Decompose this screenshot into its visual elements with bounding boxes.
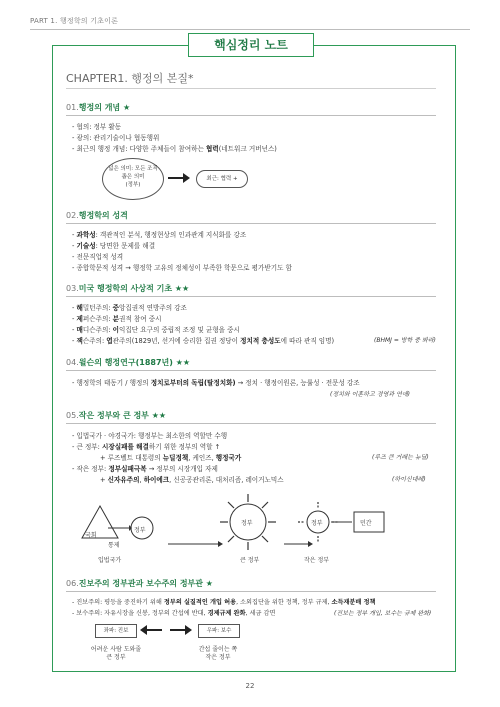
right-arrow-icon bbox=[170, 624, 192, 636]
section-5-mnemonic-1: (루즈 큰 거래는 뉴딜) bbox=[372, 454, 429, 461]
diagram-label-assembly: 국회 bbox=[85, 532, 97, 539]
section-4-rule bbox=[66, 370, 436, 371]
section-5-line-4: - 작은 정부: 정부실패극복 → 정부의 시장개입 자제 bbox=[72, 465, 218, 473]
ellipse-line-1: 넓은 의미: 모든 조직 bbox=[108, 166, 158, 172]
section-3-line-2: - 제퍼슨주의: 분권적 참여 중시 bbox=[72, 315, 162, 323]
section-4-title: 윌슨의 행정연구(1887년) ★★ bbox=[78, 358, 191, 367]
header-rule bbox=[30, 29, 470, 30]
diagram-label-gov-1: 정부 bbox=[134, 527, 146, 534]
concept-ellipse bbox=[102, 158, 164, 200]
section-2-line-2: - 기술성: 당면한 문제를 해결 bbox=[72, 242, 156, 250]
section-3-number: 03. bbox=[66, 284, 79, 293]
section-1-line-1: - 협의: 정부 활동 bbox=[72, 123, 122, 131]
section-5-number: 05. bbox=[66, 411, 79, 420]
section-5-rule bbox=[66, 423, 436, 424]
right-wing-box: 우파: 보수 bbox=[198, 624, 240, 638]
section-3-heading bbox=[66, 283, 189, 294]
chapter-title: CHAPTER1. 행정의 본질* bbox=[66, 72, 194, 85]
caption-small-government: 작은 정부 bbox=[304, 557, 330, 564]
section-6-line-2: - 보수주의: 자유시장을 신봉, 정부의 간섭에 반대, 경제규제 완화, 세금 감면 bbox=[72, 610, 276, 617]
left-caption-2: 큰 정부 bbox=[106, 654, 126, 661]
section-6-rule bbox=[66, 591, 436, 592]
section-3-mnemonic: (BHMJ = 방학 중 봐라) bbox=[374, 337, 436, 344]
section-5-line-1: - 입법국가 · 야경국가: 행정부는 최소한의 역할만 수행 bbox=[72, 432, 228, 440]
caption-legislative-state: 입법국가 bbox=[98, 557, 122, 564]
diagram-label-control: 통제 bbox=[108, 542, 120, 549]
section-6-heading bbox=[66, 578, 213, 589]
page-number: 22 bbox=[245, 682, 255, 690]
diagram-label-private: 민간 bbox=[360, 520, 372, 527]
section-3-line-1: - 해밀턴주의: 중앙집권적 연방주의 강조 bbox=[72, 304, 187, 312]
section-1-line-2: - 광의: 관리기술이나 협동행위 bbox=[72, 134, 160, 142]
section-3-title: 미국 행정학의 사상적 기초 ★★ bbox=[78, 284, 190, 293]
section-6-line-1: - 진보주의: 평등을 중진하기 위해 정부의 실질적인 개입 허용, 소외집단을 위한 정책, 정부 규제, 소득재분배 정책 bbox=[72, 599, 376, 606]
section-5-title: 작은 정부와 큰 정부 ★★ bbox=[78, 411, 167, 420]
section-1-rule bbox=[66, 115, 436, 116]
section-3-line-3: - 매디슨주의: 이익집단 요구의 중립적 조정 및 균형을 중시 bbox=[72, 326, 240, 334]
section-2-line-4: - 종합학문적 성격 → 행정학 고유의 정체성이 부족한 학문으로 평가받기도 함 bbox=[72, 264, 292, 272]
section-5-line-2: - 큰 정부: 시장실패를 해결하기 위한 정부의 역할 ↑ bbox=[72, 443, 221, 451]
section-2-title: 행정학의 성격 bbox=[78, 211, 128, 220]
section-1-line-3: - 최근의 행정 개념: 다양한 주체들이 참여하는 협력(네트워크 거버넌스) bbox=[72, 145, 277, 153]
right-caption-1: 간섭 줄이는 쪽 bbox=[198, 646, 238, 653]
section-1-heading bbox=[66, 102, 130, 113]
section-6-number: 06. bbox=[66, 579, 79, 588]
diagram-label-gov-3: 정부 bbox=[311, 520, 323, 527]
section-4-heading bbox=[66, 357, 190, 368]
page-title: 핵심정리 노트 bbox=[188, 33, 314, 57]
left-caption-1: 어려운 사람 도와줄 bbox=[90, 646, 142, 653]
section-2-rule bbox=[66, 223, 436, 224]
section-1-number: 01. bbox=[66, 103, 79, 112]
section-2-line-1: - 과학성: 객관적인 분석, 행정현상의 인과관계 지식화를 강조 bbox=[72, 231, 247, 239]
section-4-line-1: - 행정학의 태동기 / 행정의 정치로부터의 독립(탈정치화) → 정치 · 행정이원론, 능률성 · 전문성 강조 bbox=[72, 379, 360, 387]
section-6-mnemonic: (진보는 정부 개입, 보수는 규제 완화) bbox=[334, 610, 432, 617]
section-2-line-3: - 전문직업적 성격 bbox=[72, 253, 124, 261]
ellipse-line-2: 좁은 의미 bbox=[121, 174, 145, 180]
section-4-number: 04. bbox=[66, 358, 79, 367]
concept-result-pill: 최근: 협력 + bbox=[196, 170, 248, 188]
ellipse-line-3: (정부) bbox=[125, 182, 141, 188]
section-2-number: 02. bbox=[66, 211, 79, 220]
section-5-mnemonic-2: (하이신대레) bbox=[392, 476, 426, 483]
left-wing-box: 좌파: 진보 bbox=[95, 624, 137, 638]
part-header: PART 1. 행정학의 기초이론 bbox=[30, 17, 119, 25]
section-5-heading bbox=[66, 410, 166, 421]
section-6-title: 진보주의 정부관과 보수주의 정부관 ★ bbox=[78, 579, 213, 588]
chapter-rule bbox=[66, 88, 436, 89]
left-arrow-icon bbox=[140, 624, 162, 636]
section-4-mnemonic: (정치와 이혼하고 경영과 연애) bbox=[330, 391, 410, 398]
section-5-line-5: + 신자유주의, 하이에크, 신공공관리론, 대처리즘, 레이거노믹스 bbox=[100, 476, 284, 484]
diagram-label-gov-2: 정부 bbox=[241, 520, 253, 527]
concept-arrow-icon bbox=[168, 172, 190, 184]
section-1-title: 행정의 개념 ★ bbox=[78, 103, 131, 112]
section-5-line-3: + 루즈벨트 대통령의 뉴딜정책, 케인즈, 행정국가 bbox=[100, 454, 242, 462]
right-caption-2: 작은 정부 bbox=[205, 654, 231, 661]
section-2-heading bbox=[66, 210, 128, 221]
caption-big-government: 큰 정부 bbox=[240, 557, 260, 564]
section-3-line-4: - 잭슨주의: 엽관주의(1829년, 선거에 승리한 집권 정당이 정치적 충성도에 따라 관직 임명) bbox=[72, 337, 335, 345]
section-3-rule bbox=[66, 296, 436, 297]
